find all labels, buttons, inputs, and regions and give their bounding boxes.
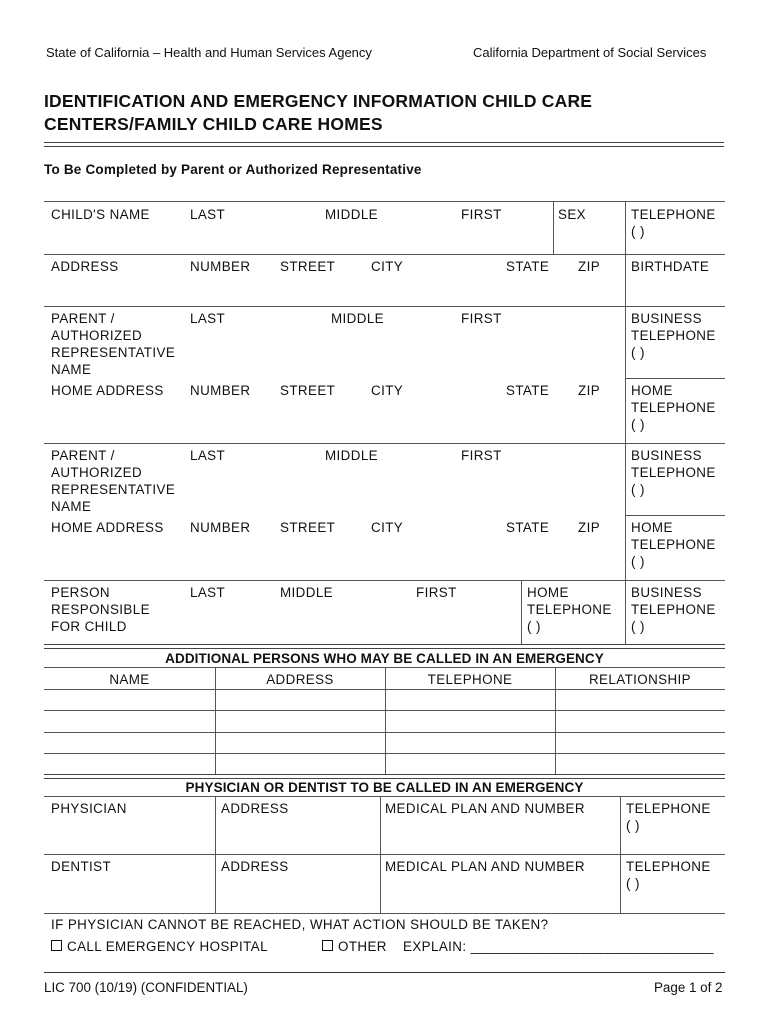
- child-state-label: STATE: [506, 259, 550, 274]
- responsible-middle-label: MIDDLE: [280, 585, 333, 600]
- child-first-label: FIRST: [461, 207, 502, 222]
- parent1-city-label: CITY: [371, 383, 404, 398]
- parent1-name-label: PARENT / AUTHORIZED REPRESENTATIVE NAME: [51, 311, 176, 377]
- responsible-business-telephone-label: BUSINESS TELEPHONE ( ): [631, 585, 716, 634]
- grid-line: [625, 515, 725, 516]
- parent2-first-label: FIRST: [461, 448, 502, 463]
- other-option[interactable]: [322, 938, 387, 955]
- grid-line: [44, 580, 725, 581]
- action-question: IF PHYSICIAN CANNOT BE REACHED, WHAT ACTION SHOULD BE TAKEN?: [51, 917, 549, 932]
- grid-line: [44, 443, 725, 444]
- medical-section-title: PHYSICIAN OR DENTIST TO BE CALLED IN AN EMERGENCY: [185, 780, 584, 795]
- parent1-number-label: NUMBER: [190, 383, 251, 398]
- other-checkbox[interactable]: [322, 940, 333, 951]
- grid-line: [44, 201, 725, 202]
- child-telephone-parens: ( ): [631, 224, 645, 239]
- child-birthdate-label: BIRTHDATE: [631, 259, 710, 274]
- physician-label: PHYSICIAN: [51, 801, 127, 816]
- footer-rule: [44, 972, 725, 973]
- grid-line: [44, 254, 725, 255]
- parent2-city-label: CITY: [371, 520, 404, 535]
- emergency-section-title: ADDITIONAL PERSONS WHO MAY BE CALLED IN AN EMERGENCY: [165, 651, 604, 666]
- parent1-zip-label: ZIP: [578, 383, 601, 398]
- dentist-plan-label: MEDICAL PLAN AND NUMBER: [385, 859, 585, 874]
- call-hospital-checkbox[interactable]: [51, 940, 62, 951]
- form-title: IDENTIFICATION AND EMERGENCY INFORMATION CHILD CARE CENTERS/FAMILY CHILD CARE HOMES: [44, 91, 593, 134]
- parent1-home-address-label: HOME ADDRESS: [51, 383, 164, 398]
- dentist-telephone-label: TELEPHONE ( ): [626, 859, 711, 891]
- parent2-state-label: STATE: [506, 520, 550, 535]
- parent1-last-label: LAST: [190, 311, 226, 326]
- parent2-home-address-label: HOME ADDRESS: [51, 520, 164, 535]
- other-label: OTHER: [338, 939, 387, 954]
- child-telephone-label: TELEPHONE: [631, 207, 716, 222]
- child-city-label: CITY: [371, 259, 404, 274]
- grid-line: [625, 378, 725, 379]
- parent1-first-label: FIRST: [461, 311, 502, 326]
- grid-line: [385, 667, 386, 775]
- emergency-col-relationship: RELATIONSHIP: [588, 672, 692, 687]
- call-hospital-option[interactable]: [51, 938, 268, 955]
- grid-line: [44, 306, 725, 307]
- parent2-zip-label: ZIP: [578, 520, 601, 535]
- dentist-address-label: ADDRESS: [221, 859, 289, 874]
- parent1-business-telephone-label: BUSINESS TELEPHONE ( ): [631, 311, 716, 360]
- grid-line: [44, 796, 725, 797]
- child-address-label: ADDRESS: [51, 259, 119, 274]
- parent1-middle-label: MIDDLE: [331, 311, 384, 326]
- dentist-label: DENTIST: [51, 859, 112, 874]
- child-last-label: LAST: [190, 207, 226, 222]
- child-number-label: NUMBER: [190, 259, 251, 274]
- parent1-street-label: STREET: [280, 383, 336, 398]
- physician-telephone-label: TELEPHONE ( ): [626, 801, 711, 833]
- grid-line: [555, 667, 556, 775]
- grid-line: [625, 201, 626, 644]
- responsible-last-label: LAST: [190, 585, 226, 600]
- physician-plan-label: MEDICAL PLAN AND NUMBER: [385, 801, 585, 816]
- grid-line: [215, 667, 216, 775]
- parent2-name-label: PARENT / AUTHORIZED REPRESENTATIVE NAME: [51, 448, 176, 514]
- grid-line: [553, 201, 554, 254]
- call-hospital-label: CALL EMERGENCY HOSPITAL: [67, 939, 268, 954]
- emergency-col-telephone: TELEPHONE: [427, 672, 513, 687]
- parent2-last-label: LAST: [190, 448, 226, 463]
- agency-name: State of California – Health and Human Services Agency: [46, 45, 372, 60]
- form-subtitle: To Be Completed by Parent or Authorized Representative: [44, 162, 422, 177]
- grid-line: [44, 854, 725, 855]
- responsible-person-label: PERSON RESPONSIBLE FOR CHILD: [51, 585, 150, 634]
- child-zip-label: ZIP: [578, 259, 601, 274]
- parent2-number-label: NUMBER: [190, 520, 251, 535]
- department-name: California Department of Social Services: [473, 45, 707, 60]
- emergency-col-name: NAME: [109, 672, 150, 687]
- page-number: Page 1 of 2: [654, 980, 723, 995]
- parent1-home-telephone-label: HOME TELEPHONE ( ): [631, 383, 716, 432]
- parent2-business-telephone-label: BUSINESS TELEPHONE ( ): [631, 448, 716, 497]
- parent2-home-telephone-label: HOME TELEPHONE ( ): [631, 520, 716, 569]
- parent2-street-label: STREET: [280, 520, 336, 535]
- child-street-label: STREET: [280, 259, 336, 274]
- grid-line: [521, 580, 522, 644]
- child-middle-label: MIDDLE: [325, 207, 378, 222]
- grid-line: [44, 913, 725, 914]
- parent2-middle-label: MIDDLE: [325, 448, 378, 463]
- explain-field[interactable]: EXPLAIN: _______________________________: [403, 939, 714, 954]
- emergency-col-address: ADDRESS: [266, 672, 334, 687]
- physician-address-label: ADDRESS: [221, 801, 289, 816]
- section-rule: [44, 644, 725, 649]
- child-sex-label: SEX: [558, 207, 586, 222]
- childs-name-label: CHILD'S NAME: [51, 207, 150, 222]
- title-rule: [44, 142, 724, 147]
- parent1-state-label: STATE: [506, 383, 550, 398]
- responsible-home-telephone-label: HOME TELEPHONE ( ): [527, 585, 612, 634]
- responsible-first-label: FIRST: [416, 585, 457, 600]
- form-id: LIC 700 (10/19) (CONFIDENTIAL): [44, 980, 248, 995]
